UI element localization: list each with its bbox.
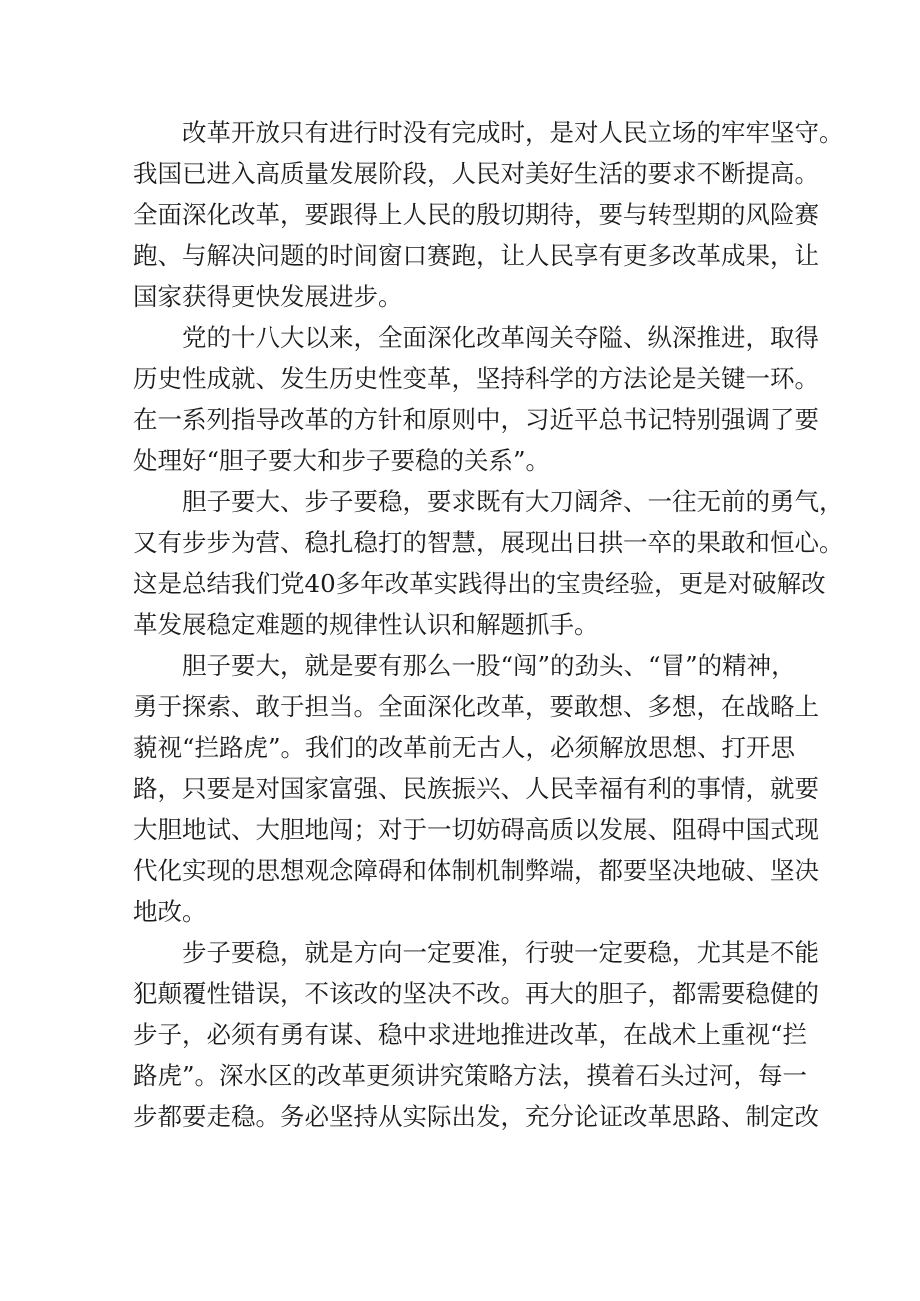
text-line: 我国已进入高质量发展阶段，人民对美好生活的要求不断提高。 — [133, 159, 819, 188]
text-line: 步都要走稳。务必坚持从实际出发，充分论证改革思路、制定改 — [133, 1102, 819, 1131]
text-line: 历史性成就、发生历史性变革，坚持科学的方法论是关键一环。 — [133, 364, 819, 393]
text-line: 藐视“拦路虎”。我们的改革前无古人，必须解放思想、打开思 — [133, 733, 796, 762]
text-line: 胆子要大，就是要有那么一股“闯”的劲头、“冒”的精神， — [182, 651, 796, 680]
text-line: 在一系列指导改革的方针和原则中，习近平总书记特别强调了要 — [133, 405, 819, 434]
text-line: 改革开放只有进行时没有完成时，是对人民立场的牢牢坚守。 — [182, 118, 844, 147]
text-line: 地改。 — [133, 897, 207, 926]
text-line: 步子要稳，就是方向一定要准，行驶一定要稳，尤其是不能 — [182, 938, 819, 967]
paragraph-3 — [133, 481, 844, 645]
text-line: 处理好“胆子要大和步子要稳的关系”。 — [133, 446, 551, 475]
text-line: 这是总结我们党40多年改革实践得出的宝贵经验，更是对破解改 — [133, 569, 826, 598]
text-line: 胆子要大、步子要稳，要求既有大刀阔斧、一往无前的勇气， — [182, 487, 844, 516]
text-line: 路，只要是对国家富强、民族振兴、人民幸福有利的事情，就要 — [133, 774, 819, 803]
text-line: 跑、与解决问题的时间窗口赛跑，让人民享有更多改革成果，让 — [133, 241, 819, 270]
text-line: 勇于探索、敢于担当。全面深化改革，要敢想、多想，在战略上 — [133, 692, 819, 721]
text-line: 犯颠覆性错误，不该改的坚决不改。再大的胆子，都需要稳健的 — [133, 979, 819, 1008]
text-line: 全面深化改革，要跟得上人民的殷切期待，要与转型期的风险赛 — [133, 200, 819, 229]
article-body — [133, 112, 844, 1137]
paragraph-5 — [133, 932, 819, 1137]
paragraph-4 — [133, 645, 819, 932]
text-line: 大胆地试、大胆地闯；对于一切妨碍高质以发展、阻碍中国式现 — [133, 815, 819, 844]
text-line: 代化实现的思想观念障碍和体制机制弊端，都要坚决地破、坚决 — [133, 856, 819, 885]
text-line: 步子，必须有勇有谋、稳中求进地推进改革，在战术上重视“拦 — [133, 1020, 808, 1049]
text-line: 又有步步为营、稳扎稳打的智慧，展现出日拱一卒的果敢和恒心。 — [133, 528, 844, 557]
paragraph-1 — [133, 112, 844, 317]
text-line: 国家获得更快发展进步。 — [133, 282, 403, 311]
text-line: 党的十八大以来，全面深化改革闯关夺隘、纵深推进，取得 — [182, 323, 819, 352]
text-line: 革发展稳定难题的规律性认识和解题抓手。 — [133, 610, 599, 639]
text-line: 路虎”。深水区的改革更须讲究策略方法，摸着石头过河，每一 — [133, 1061, 808, 1090]
paragraph-2 — [133, 317, 819, 481]
